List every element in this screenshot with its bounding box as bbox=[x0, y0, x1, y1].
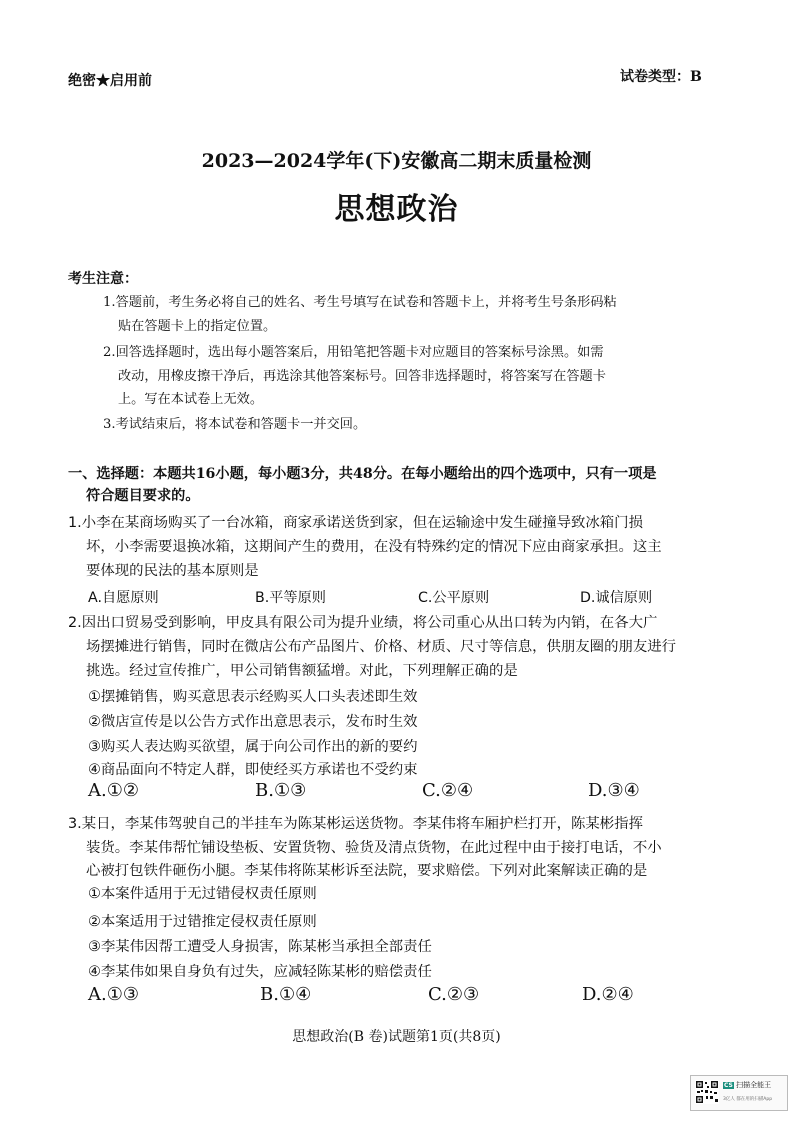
qr-code-icon bbox=[695, 1080, 719, 1104]
q1-option-c: C.公平原则 bbox=[418, 590, 490, 606]
q2-statement-2: ②微店宣传是以公告方式作出意思表示，发布时生效 bbox=[88, 714, 418, 730]
q1-option-d: D.诚信原则 bbox=[580, 590, 653, 606]
notice-item-2-line3: 上。写在本试卷上无效。 bbox=[118, 392, 264, 407]
q2-statement-1: ①摆摊销售，购买意思表示经购买人口头表述即生效 bbox=[88, 689, 418, 705]
scanner-app-name: CS 扫描全能王 bbox=[724, 1081, 772, 1089]
scanner-app-slogan: 3亿人 都在用的扫描App bbox=[723, 1097, 773, 1102]
q2-statement-4: ④商品面向不特定人群，即使经买方承诺也不受约束 bbox=[88, 762, 418, 778]
question-1-line3: 要体现的民法的基本原则是 bbox=[86, 563, 259, 579]
exam-title: 2023—2024学年(下)安徽高二期末质量检测 bbox=[201, 150, 592, 172]
question-3-line2: 装货。李某伟帮忙铺设垫板、安置货物、验货及清点货物，在此过程中由于接打电话，不小 bbox=[86, 840, 662, 856]
q2-option-c: C.②④ bbox=[422, 780, 474, 801]
notice-item-1-line1: 1.答题前，考生务必将自己的姓名、考生号填写在试卷和答题卡上，并将考生号条形码粘 bbox=[103, 295, 617, 310]
notice-item-3-line1: 3.考试结束后，将本试卷和答题卡一并交回。 bbox=[103, 417, 367, 432]
q3-option-a: A.①③ bbox=[88, 984, 139, 1005]
q3-statement-1: ①本案件适用于无过错侵权责任原则 bbox=[88, 886, 317, 902]
q3-statement-2: ②本案适用于过错推定侵权责任原则 bbox=[88, 914, 317, 930]
notice-item-2-line1: 2.回答选择题时，选出每小题答案后，用铅笔把答题卡对应题目的答案标号涂黑。如需 bbox=[103, 345, 604, 360]
notice-item-2-line2: 改动，用橡皮擦干净后，再选涂其他答案标号。回答非选择题时，将答案写在答题卡 bbox=[118, 369, 606, 384]
question-2-line1: 2.因出口贸易受到影响，甲皮具有限公司为提升业绩，将公司重心从出口转为内销，在各大广 bbox=[68, 615, 658, 631]
q3-statement-4: ④李某伟如果自身负有过失，应减轻陈某彬的赔偿责任 bbox=[88, 964, 432, 980]
question-1-line2: 坏，小李需要退换冰箱，这期间产生的费用，在没有特殊约定的情况下应由商家承担。这主 bbox=[86, 539, 662, 555]
question-3-line1: 3.某日，李某伟驾驶自己的半挂车为陈某彬运送货物。李某伟将车厢护栏打开，陈某彬指挥 bbox=[68, 816, 643, 832]
q1-option-b: B.平等原则 bbox=[255, 590, 326, 606]
cs-logo-icon: CS bbox=[724, 1082, 733, 1089]
confidential-label: 绝密★启用前 bbox=[68, 73, 152, 89]
q3-option-d: D.②④ bbox=[582, 984, 634, 1005]
q1-option-a: A.自愿原则 bbox=[88, 590, 159, 606]
q3-statement-3: ③李某伟因帮工遭受人身损害，陈某彬当承担全部责任 bbox=[88, 939, 432, 955]
question-3-line3: 心被打包铁件砸伤小腿。李某伟将陈某彬诉至法院，要求赔偿。下列对此案解读正确的是 bbox=[86, 863, 648, 879]
q3-option-c: C.②③ bbox=[428, 984, 480, 1005]
q2-option-b: B.①③ bbox=[255, 780, 307, 801]
page-footer: 思想政治(B 卷)试题第1页(共8页) bbox=[292, 1029, 501, 1045]
question-1-line1: 1.小李在某商场购买了一台冰箱，商家承诺送货到家，但在运输途中发生碰撞导致冰箱门损 bbox=[68, 515, 643, 531]
section-heading-line2: 符合题目要求的。 bbox=[86, 488, 200, 504]
paper-type-label: 试卷类型：B bbox=[620, 69, 702, 85]
notice-item-1-line2: 贴在答题卡上的指定位置。 bbox=[118, 319, 277, 334]
q2-statement-3: ③购买人表达购买欲望，属于向公司作出的新的要约 bbox=[88, 739, 418, 755]
subject-title: 思想政治 bbox=[334, 192, 459, 227]
question-2-line2: 场摆摊进行销售，同时在微店公布产品图片、价格、材质、尺寸等信息，供朋友圈的朋友进行 bbox=[86, 639, 677, 655]
q3-option-b: B.①④ bbox=[260, 984, 312, 1005]
question-2-line3: 挑选。经过宣传推广，甲公司销售额猛增。对此，下列理解正确的是 bbox=[86, 663, 518, 679]
q2-option-a: A.①② bbox=[88, 780, 139, 801]
scanner-watermark bbox=[690, 1075, 788, 1111]
notice-heading: 考生注意： bbox=[68, 271, 138, 287]
q2-option-d: D.③④ bbox=[588, 780, 640, 801]
section-heading-line1: 一、选择题：本题共16小题，每小题3分，共48分。在每小题给出的四个选项中，只有一项是 bbox=[68, 466, 657, 482]
